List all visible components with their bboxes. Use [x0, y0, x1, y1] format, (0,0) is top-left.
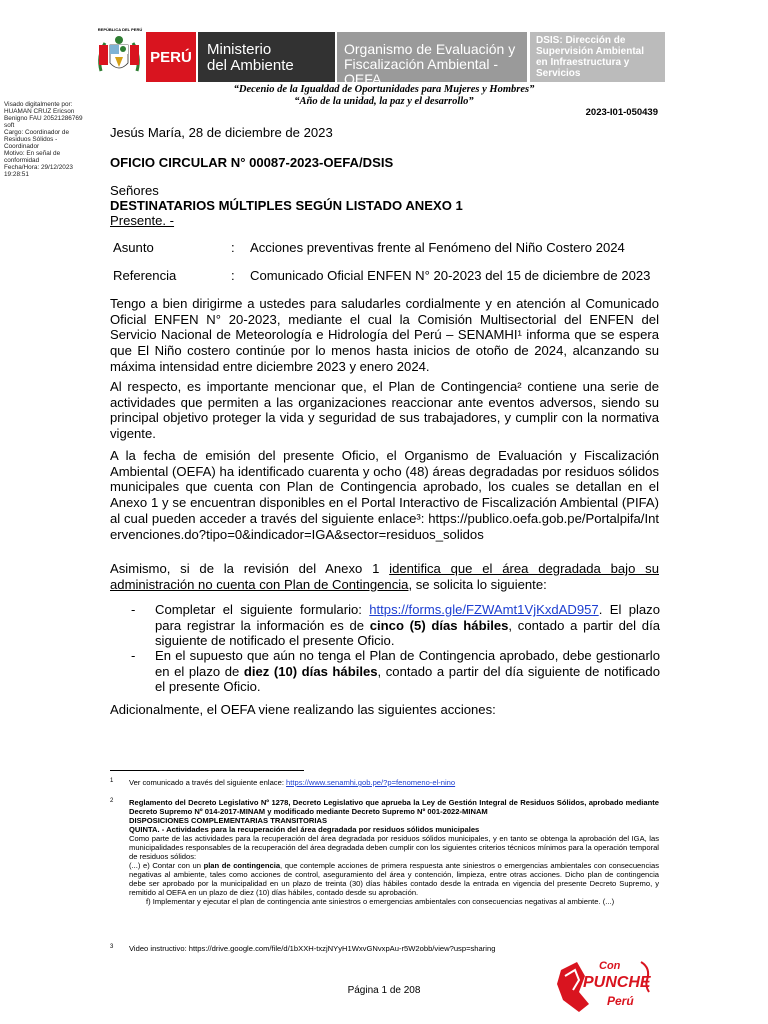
footnote-3-number: 3: [110, 944, 114, 950]
footnote-2-e-bold: plan de contingencia: [203, 861, 281, 870]
signature-line: Cargo: Coordinador de: [4, 129, 70, 136]
bullet-1-mid: . El plazo para registrar la información es de: [155, 602, 660, 633]
dsis-brand-box: [530, 32, 665, 82]
senamhi-link[interactable]: https://www.senamhi.gob.pe/?p=fenomeno-el-nino: [286, 778, 456, 787]
bullet-2-start: En el supuesto que aún no tenga el Plan de Contingencia aprobado, debe gestionarlo en el plazo de: [155, 648, 660, 679]
footnote-2-item-f: f) Implementar y ejecutar el plan de contingencia ante siniestros o emergencias ambientales con consecuencias negativas al ambiente. (...): [146, 897, 615, 906]
footnote-2-quinta: QUINTA. - Actividades para la recuperación del área degradada por residuos sólidos municipales: [129, 825, 480, 834]
paragraph-2: Al respecto, es importante mencionar que, el Plan de Contingencia² contiene una serie de actividades que permiten a las organizaciones reaccionar ante eventos adversos, siendo su principal objetivo proteger la vida y seguridad de sus trabajadores, y cumplir con la normativa vigente.: [110, 379, 659, 442]
crest-caption: REPÚBLICA DEL PERÚ: [97, 27, 143, 32]
form-link[interactable]: https://forms.gle/FZWAmt1VjKxdAD957: [369, 602, 599, 617]
asunto-colon: :: [231, 240, 235, 255]
oficio-number: OFICIO CIRCULAR N° 00087-2023-OEFA/DSIS: [110, 155, 394, 170]
peru-label: PERÚ: [150, 48, 192, 66]
bullet-1-deadline: cinco (5) días hábiles: [369, 617, 509, 633]
dsis-line-4: Servicios: [536, 68, 581, 79]
peru-coat-of-arms-icon: [93, 31, 145, 81]
page-number: Página 1 de 208: [347, 985, 421, 996]
footnote-3: Video instructivo: https://drive.google.com/file/d/1bXXH-txzjNYyH1WxvGNvxpAu-r5W2obb/view?usp=sharing: [129, 944, 496, 953]
signature-line: 19:28:51: [4, 171, 29, 178]
footnote-2-e-end: , que contemple acciones de primera respuesta ante siniestros o emergencias ambientales con consecuencias negativas al ambiente, tales como acciones de control, aseguramiento del área y contención, limpieza, entre otras acciones. Dicho plan de contingencia debe ser aprobado por la municipalidad en un plazo de treinta (30) días hábiles contado desde la entrada en vigencia del presente Decreto Supremo, y remitido al OEFA en un plazo de diez (10) días hábiles, contado desde su aprobación.: [129, 861, 659, 897]
salutation: Señores: [110, 183, 159, 198]
signature-line: Benigno FAU 20521286769: [4, 115, 83, 122]
paragraph-4-underlined: identifica que el área degradada bajo su administración no cuenta con Plan de Contingencia: [110, 561, 659, 592]
footnote-2-item-e: [129, 861, 659, 897]
asunto-label: Asunto: [113, 240, 154, 255]
decenio-line-2: “Año de la unidad, la paz y el desarrollo”: [294, 96, 474, 107]
bullet-1: [155, 602, 660, 649]
logo-punche: PUNCHE: [583, 974, 651, 991]
paragraph-4-end: , se solicita lo siguiente:: [408, 576, 547, 592]
oefa-line-1: Organismo de Evaluación y: [344, 41, 516, 57]
oefa-line-2: Fiscalización Ambiental - OEFA: [344, 56, 499, 87]
bullet-dash-1: -: [131, 602, 136, 617]
bullet-2-deadline: diez (10) días hábiles: [243, 663, 378, 679]
referencia-label: Referencia: [113, 268, 177, 283]
peru-brand-box: [146, 32, 196, 82]
digital-signature-stamp: [4, 101, 88, 178]
footnote-1-number: 1: [110, 778, 114, 784]
bullet-dash-2: -: [131, 648, 136, 663]
bullet-2: [155, 648, 660, 695]
addressee: DESTINATARIOS MÚLTIPLES SEGÚN LISTADO ANEXO 1: [110, 198, 463, 213]
ministry-line-2: del Ambiente: [207, 57, 294, 74]
paragraph-5: Adicionalmente, el OEFA viene realizando las siguientes acciones:: [110, 702, 496, 717]
referencia-value: Comunicado Oficial ENFEN N° 20-2023 del 15 de diciembre de 2023: [250, 268, 651, 283]
paragraph-3: [110, 448, 659, 542]
signature-line: conformidad: [4, 157, 40, 164]
logo-peru: Perú: [607, 994, 634, 1008]
footnote-1: [129, 778, 659, 787]
decenio-line-1: “Decenio de la Igualdad de Oportunidades para Mujeres y Hombres”: [233, 84, 535, 95]
letter-date: Jesús María, 28 de diciembre de 2023: [110, 125, 333, 140]
paragraph-1: Tengo a bien dirigirme a ustedes para saludarles cordialmente y en atención al Comunicado Oficial ENFEN N° 20-2023, mediante el cual la Comisión Multisectorial del ENFEN del Servicio Nacional de Meteorología e Hidrología del Perú – SENAMHI¹ informa que se espera que El Niño costero continúe por lo menos hasta inicios de otoño de 2024, alcanzando su máxima intensidad entre diciembre 2023 y enero 2024.: [110, 296, 659, 374]
footnote-divider: [110, 770, 304, 771]
reference-code: 2023-I01-050439: [585, 107, 658, 118]
referencia-colon: :: [231, 268, 235, 283]
footnote-2-number: 2: [110, 798, 114, 804]
asunto-value: Acciones preventivas frente al Fenómeno del Niño Costero 2024: [250, 240, 625, 255]
signature-line: HUAMAN CRUZ Ericson: [4, 108, 75, 115]
footnote-2-e-start: (...) e) Contar con un: [129, 861, 204, 870]
dsis-line-3: en Infraestructura y: [536, 57, 630, 68]
presente-line: Presente. -: [110, 213, 175, 228]
bullet-1-start: Completar el siguiente formulario:: [155, 602, 370, 617]
footnote-2-title: Reglamento del Decreto Legislativo Nº 1278, Decreto Legislativo que aprueba la Ley de Gestión Integral de Residuos Sólidos, aprobado mediante Decreto Supremo Nº 014-2017-MINAM y modificado mediante Decreto Supremo Nº 001-2022-MINAM: [129, 798, 659, 816]
signature-line: soft: [4, 122, 15, 129]
dsis-line-2: Supervisión Ambiental: [536, 46, 644, 57]
footnote-2: [129, 798, 659, 906]
bullet-1-end: , contado a partir del día siguiente de notificado el presente Oficio.: [155, 617, 660, 649]
signature-line: Residuos Sólidos - Coordinador: [4, 136, 58, 150]
footnote-2-section: DISPOSICIONES COMPLEMENTARIAS TRANSITORIAS: [129, 816, 328, 825]
con-punche-peru-logo: [555, 956, 655, 1014]
footnote-2-body: Como parte de las actividades para la recuperación del área degradada por residuos sólidos municipales, y en tanto se obtenga la aprobación del IGA, las municipalidades responsables de la recuperación del área degradada deben cumplir con los siguientes criterios técnicos mínimos para la operación temporal de residuos sólidos:: [129, 834, 659, 861]
ministry-line-1: Ministerio: [207, 41, 272, 58]
oefa-brand-box: [337, 32, 527, 87]
paragraph-4: [110, 561, 659, 592]
bullet-2-end: , contado a partir del día siguiente de notificado el presente Oficio.: [155, 663, 660, 695]
logo-con: Con: [599, 960, 621, 972]
dsis-line-1: DSIS: Dirección de: [536, 35, 626, 46]
footnote-1-text: Ver comunicado a través del siguiente enlace:: [129, 778, 287, 787]
ministry-brand-box: [198, 32, 335, 82]
pifa-link-text: https://publico.oefa.gob.pe/Portalpifa/Intervenciones.do?tipo=0&indicador=IGA&sector=residuos_solidos: [110, 510, 660, 542]
signature-line: Visado digitalmente por:: [4, 101, 73, 108]
signature-line: Fecha/Hora: 29/12/2023: [4, 164, 73, 171]
signature-line: Motivo: En señal de: [4, 150, 61, 157]
paragraph-4-start: Asimismo, si de la revisión del Anexo 1: [110, 561, 390, 576]
paragraph-3-text: A la fecha de emisión del presente Oficio, el Organismo de Evaluación y Fiscalización Ambiental (OEFA) ha identificado cuarenta y ocho (48) áreas degradadas por residuos sólidos municipales que cuenta con Plan de Contingencia aprobado, los cuales se detallan en el Anexo 1 y se encuentran disponibles en el Portal Interactivo de Fiscalización Ambiental (PIFA) al cual pueden acceder a través del siguiente enlace³:: [110, 448, 659, 526]
